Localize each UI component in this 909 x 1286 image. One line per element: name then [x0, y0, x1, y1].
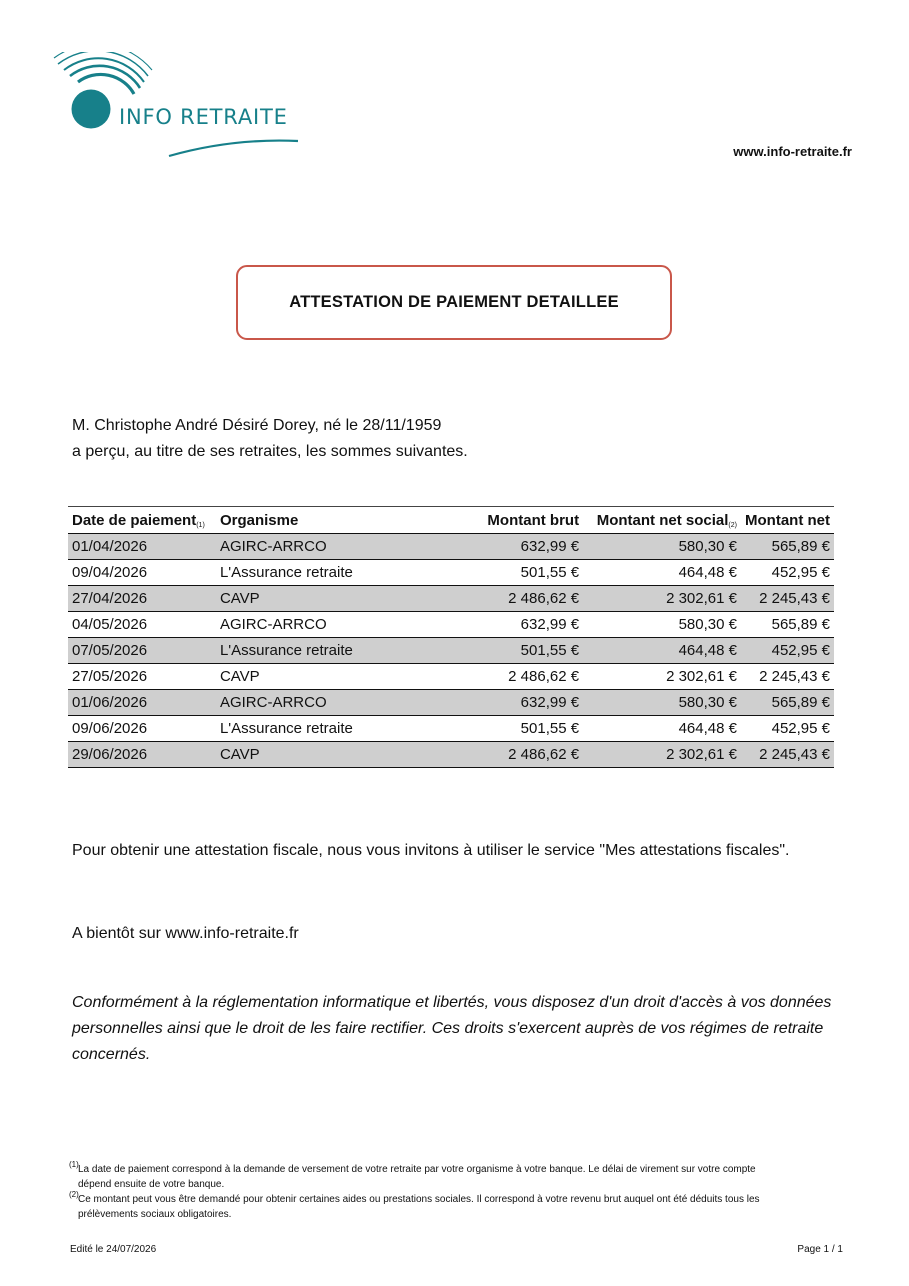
cell-date: 09/06/2026: [68, 716, 216, 742]
cell-montant-net: 565,89 €: [741, 612, 834, 638]
footnote-2-text: Ce montant peut vous être demandé pour obtenir certaines aides ou prestations sociales. Il correspond à votre revenu brut auquel ont été déduits tous les prélèvements sociaux obligatoires.: [78, 1194, 760, 1220]
table-header-row: [68, 507, 834, 534]
cell-date: 09/04/2026: [68, 560, 216, 586]
footnote-ref-2: (2): [728, 521, 737, 529]
cell-organisme: AGIRC-ARRCO: [216, 534, 416, 560]
logo-text: INFO RETRAITE: [119, 105, 288, 129]
header-montant-net-social: Montant net social$_{(2)}$: [583, 507, 741, 534]
footnote-ref-1: (1): [196, 521, 205, 529]
cell-montant-net: 452,95 €: [741, 560, 834, 586]
cell-montant-net-social: 580,30 €: [583, 612, 741, 638]
footnote-2-mark: (2): [69, 1190, 79, 1199]
header-montant-net: Montant net: [741, 507, 834, 534]
intro-line-2: a perçu, au titre de ses retraites, les sommes suivantes.: [72, 443, 468, 460]
table-row: [68, 534, 834, 560]
payments-table: [68, 506, 834, 768]
header-date: Date de paiement$_{(1)}$: [68, 507, 216, 534]
header-organisme: Organisme: [216, 507, 416, 534]
table-row: [68, 664, 834, 690]
cell-montant-net: 565,89 €: [741, 690, 834, 716]
cell-montant-net-social: 580,30 €: [583, 534, 741, 560]
cell-montant-net-social: 2 302,61 €: [583, 664, 741, 690]
footnote-1: [69, 1162, 769, 1192]
cell-montant-net: 452,95 €: [741, 716, 834, 742]
cell-date: 07/05/2026: [68, 638, 216, 664]
cell-date: 01/04/2026: [68, 534, 216, 560]
cell-montant-net-social: 464,48 €: [583, 560, 741, 586]
table-row: [68, 560, 834, 586]
cell-date: 04/05/2026: [68, 612, 216, 638]
document-title-box: [236, 265, 672, 340]
cell-montant-brut: 632,99 €: [416, 534, 584, 560]
cell-montant-brut: 632,99 €: [416, 612, 584, 638]
intro-text: [72, 413, 468, 465]
header-website: www.info-retraite.fr: [733, 144, 852, 159]
cell-montant-net-social: 2 302,61 €: [583, 586, 741, 612]
cell-montant-brut: 2 486,62 €: [416, 664, 584, 690]
table-row: [68, 742, 834, 768]
table-row: [68, 612, 834, 638]
cell-montant-brut: 501,55 €: [416, 716, 584, 742]
document-title: ATTESTATION DE PAIEMENT DETAILLEE: [289, 293, 619, 311]
fiscal-info-text: Pour obtenir une attestation fiscale, nous vous invitons à utiliser le service "Mes attestations fiscales".: [72, 842, 790, 859]
cell-montant-net-social: 2 302,61 €: [583, 742, 741, 768]
cell-organisme: CAVP: [216, 742, 416, 768]
bientot-text: A bientôt sur www.info-retraite.fr: [72, 925, 299, 942]
header-montant-brut: Montant brut: [416, 507, 584, 534]
table-row: [68, 586, 834, 612]
cell-date: 01/06/2026: [68, 690, 216, 716]
cell-montant-net: 452,95 €: [741, 638, 834, 664]
cell-organisme: CAVP: [216, 586, 416, 612]
cell-date: 27/05/2026: [68, 664, 216, 690]
cell-date: 29/06/2026: [68, 742, 216, 768]
cell-montant-net-social: 464,48 €: [583, 716, 741, 742]
table-row: [68, 716, 834, 742]
cell-organisme: AGIRC-ARRCO: [216, 690, 416, 716]
cell-montant-net: 2 245,43 €: [741, 586, 834, 612]
edition-date: Edité le 24/07/2026: [70, 1244, 157, 1255]
cell-montant-net: 2 245,43 €: [741, 664, 834, 690]
cell-organisme: L'Assurance retraite: [216, 638, 416, 664]
footnote-1-mark: (1): [69, 1160, 79, 1169]
footnote-1-text: La date de paiement correspond à la demande de versement de votre retraite par votre organisme à votre banque. Le délai de virement sur votre compte dépend ensuite de votre banque.: [78, 1164, 756, 1190]
cell-organisme: AGIRC-ARRCO: [216, 612, 416, 638]
table-row: [68, 690, 834, 716]
legal-notice: Conformément à la réglementation informatique et libertés, vous disposez d'un droit d'accès à vos données personnelles ainsi que le droit de les faire rectifier. Ces droits s'exercent auprès de vos régimes de retraite concernés.: [72, 994, 832, 1063]
cell-montant-brut: 632,99 €: [416, 690, 584, 716]
cell-montant-net-social: 464,48 €: [583, 638, 741, 664]
footnote-2: [69, 1192, 769, 1222]
footnotes: [69, 1162, 769, 1222]
cell-organisme: CAVP: [216, 664, 416, 690]
table-row: [68, 638, 834, 664]
cell-date: 27/04/2026: [68, 586, 216, 612]
page-number: Page 1 / 1: [797, 1244, 843, 1255]
cell-montant-net-social: 580,30 €: [583, 690, 741, 716]
cell-montant-brut: 2 486,62 €: [416, 742, 584, 768]
cell-montant-brut: 501,55 €: [416, 560, 584, 586]
cell-organisme: L'Assurance retraite: [216, 560, 416, 586]
cell-montant-brut: 501,55 €: [416, 638, 584, 664]
intro-line-1: M. Christophe André Désiré Dorey, né le 28/11/1959: [72, 417, 442, 434]
cell-montant-net: 2 245,43 €: [741, 742, 834, 768]
cell-montant-brut: 2 486,62 €: [416, 586, 584, 612]
cell-organisme: L'Assurance retraite: [216, 716, 416, 742]
cell-montant-net: 565,89 €: [741, 534, 834, 560]
